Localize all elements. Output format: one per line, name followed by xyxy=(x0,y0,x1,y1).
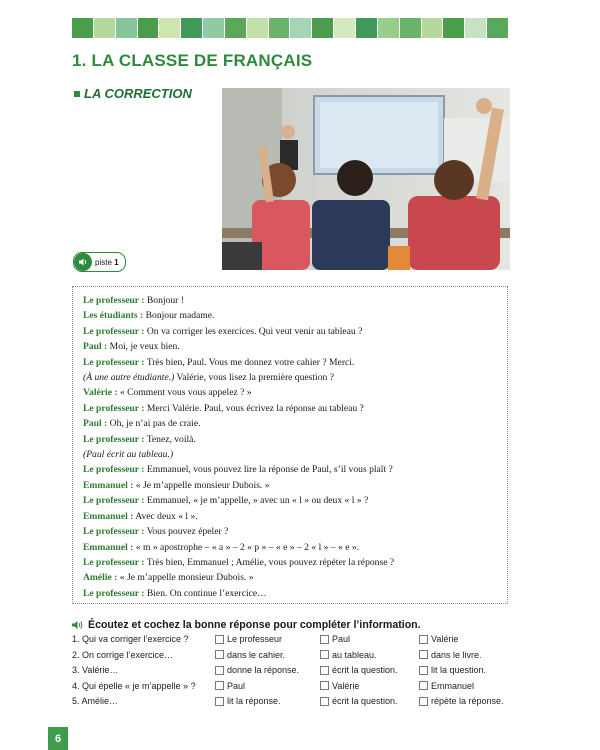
square-bullet-icon xyxy=(74,91,80,97)
answer-option-label: lit la question. xyxy=(431,665,487,675)
speaker-icon xyxy=(72,620,84,630)
checkbox[interactable] xyxy=(215,681,224,690)
answer-option-label: écrit la question. xyxy=(332,696,398,706)
answer-option[interactable] xyxy=(215,665,299,675)
dialogue-line xyxy=(83,570,497,585)
speaker-name: Le professeur : xyxy=(83,295,145,306)
answer-option-label: Paul xyxy=(332,634,351,644)
dialogue-line xyxy=(83,509,497,524)
exercise-question: 1. Qui va corriger l’exercice ? xyxy=(72,634,189,644)
stripe-block xyxy=(138,18,159,38)
answer-option[interactable] xyxy=(215,696,281,706)
dialogue-text: « Comment vous vous appelez ? » xyxy=(117,387,252,399)
dialogue-text: « Je m’appelle monsieur Dubois. » xyxy=(117,572,254,584)
dialogue-text: Oh, je n’ai pas de craie. xyxy=(107,418,201,430)
dialogue-text: Merci Valérie. Paul, vous écrivez la réponse au tableau ? xyxy=(144,402,364,414)
checkbox[interactable] xyxy=(419,666,428,675)
dialogue-line xyxy=(83,401,497,416)
answer-option-label: Valérie xyxy=(431,634,459,644)
speaker-name: Le professeur : xyxy=(83,433,145,445)
answer-option-label: écrit la question. xyxy=(332,665,398,675)
exercise-question: 2. On corrige l’exercice… xyxy=(72,649,174,660)
stripe-block xyxy=(290,18,311,38)
dialogue-text: On va corriger les exercices. Qui veut venir au tableau ? xyxy=(144,325,363,337)
dialogue-text: Vous pouvez épeler ? xyxy=(144,526,229,538)
dialogue-text: Valérie, vous lisez la première question ? xyxy=(174,372,334,384)
speaker-name: Le professeur : xyxy=(83,325,145,337)
dialogue-line xyxy=(83,447,497,462)
stripe-block xyxy=(247,18,268,38)
audio-track-badge[interactable] xyxy=(73,252,126,272)
checkbox[interactable] xyxy=(320,681,329,690)
checkbox[interactable] xyxy=(215,697,224,706)
dialogue-text: Très bien, Emmanuel ; Amélie, vous pouvez répéter la réponse ? xyxy=(144,556,395,568)
dialogue-text: « Je m’appelle monsieur Dubois. » xyxy=(133,479,270,491)
checkbox[interactable] xyxy=(419,635,428,644)
section-title-text: LA CORRECTION xyxy=(84,86,192,101)
answer-option-label: dans le livre. xyxy=(431,649,482,660)
checkbox[interactable] xyxy=(320,635,329,644)
answer-option[interactable] xyxy=(419,696,504,706)
stripe-block xyxy=(400,18,421,38)
dialogue-line xyxy=(83,293,497,308)
answer-option-label: donne la réponse. xyxy=(227,665,300,675)
header-color-stripe xyxy=(72,18,509,38)
exercise-question: 3. Valérie… xyxy=(72,665,119,675)
dialogue-line xyxy=(83,385,497,400)
checkbox[interactable] xyxy=(215,635,224,644)
classroom-photo xyxy=(222,88,510,270)
speaker-name: Le professeur : xyxy=(83,526,145,538)
dialogue-line xyxy=(83,339,497,354)
dialogue-line xyxy=(83,555,497,570)
classroom-illustration xyxy=(222,88,510,270)
stripe-block xyxy=(94,18,115,38)
dialogue-text: Bien. On continue l’exercice… xyxy=(144,587,267,599)
checkbox[interactable] xyxy=(320,697,329,706)
speaker-name: Le professeur : xyxy=(83,556,145,568)
answer-option[interactable] xyxy=(419,665,486,675)
stripe-block xyxy=(487,18,508,38)
speaker-name: Le professeur : xyxy=(83,402,145,414)
answer-option-label: Emmanuel xyxy=(431,680,475,691)
dialogue-box xyxy=(72,286,508,604)
answer-option-label: Le professeur xyxy=(227,634,283,644)
answer-option-label: lit la réponse. xyxy=(227,696,281,706)
dialogue-text: Bonjour madame. xyxy=(143,310,215,322)
stripe-block xyxy=(334,18,355,38)
stripe-block xyxy=(378,18,399,38)
checkbox[interactable] xyxy=(419,650,428,659)
dialogue-text: Emmanuel, vous pouvez lire la réponse de Paul, s’il vous plaît ? xyxy=(144,464,393,476)
speaker-name: Emmanuel : xyxy=(83,541,134,553)
speaker-name: Les étudiants : xyxy=(83,310,144,322)
answer-option[interactable] xyxy=(215,650,285,660)
dialogue-line xyxy=(83,586,497,601)
speaker-icon xyxy=(74,253,92,271)
dialogue-line xyxy=(83,308,497,323)
stage-direction: (Paul écrit au tableau.) xyxy=(83,449,174,461)
exercise-question: 5. Amélie… xyxy=(72,696,119,706)
dialogue-line xyxy=(83,432,497,447)
dialogue-line xyxy=(83,416,497,431)
stripe-block xyxy=(225,18,246,38)
answer-option-label: Paul xyxy=(227,680,246,691)
speaker-name: Emmanuel : xyxy=(83,510,134,522)
speaker-name: Le professeur : xyxy=(83,356,145,368)
answer-option[interactable] xyxy=(320,696,398,706)
answer-option[interactable] xyxy=(419,634,458,644)
stripe-block xyxy=(443,18,464,38)
speaker-name: Paul : xyxy=(83,418,108,430)
dialogue-line xyxy=(83,540,497,555)
answer-option-label: dans le cahier. xyxy=(227,649,286,660)
stripe-block xyxy=(312,18,333,38)
answer-option-label: Valérie xyxy=(332,680,360,691)
stripe-block xyxy=(159,18,180,38)
stripe-block xyxy=(422,18,443,38)
speaker-name: Le professeur : xyxy=(83,587,145,599)
checkbox[interactable] xyxy=(320,650,329,659)
exercise-title xyxy=(72,619,421,631)
audio-track-label: piste xyxy=(95,257,112,267)
stripe-block xyxy=(72,18,93,38)
dialogue-text: « m » apostrophe – « a » – 2 « p » – « e » – 2 « l » – « e ». xyxy=(133,541,360,553)
checkbox[interactable] xyxy=(419,697,428,706)
checkbox[interactable] xyxy=(320,666,329,675)
answer-option[interactable] xyxy=(320,681,359,691)
answer-option[interactable] xyxy=(419,650,482,660)
stripe-block xyxy=(203,18,224,38)
dialogue-text: Avec deux « l ». xyxy=(133,510,198,522)
answer-option[interactable] xyxy=(320,634,350,644)
checkbox[interactable] xyxy=(215,666,224,675)
answer-option[interactable] xyxy=(320,665,398,675)
answer-option-label: au tableau. xyxy=(332,649,377,660)
stripe-block xyxy=(269,18,290,38)
checkbox[interactable] xyxy=(419,681,428,690)
dialogue-line xyxy=(83,355,497,370)
section-title xyxy=(74,86,192,101)
speaker-name: Valérie : xyxy=(83,387,118,399)
speaker-name: Paul : xyxy=(83,341,108,353)
dialogue-text: Emmanuel, « je m’appelle, » avec un « l » ou deux « l » ? xyxy=(144,495,369,507)
speaker-name: Le professeur : xyxy=(83,464,145,476)
answer-option[interactable] xyxy=(215,681,245,691)
dialogue-text: Moi, je veux bien. xyxy=(107,341,180,353)
dialogue-line xyxy=(83,478,497,493)
checkbox[interactable] xyxy=(215,650,224,659)
dialogue-text: Très bien, Paul. Vous me donnez votre cahier ? Merci. xyxy=(144,356,355,368)
dialogue-line xyxy=(83,524,497,539)
stripe-block xyxy=(116,18,137,38)
answer-option[interactable] xyxy=(320,650,377,660)
dialogue-text: Bonjour ! xyxy=(144,295,184,306)
dialogue-line xyxy=(83,462,497,477)
dialogue-text: Tenez, voilà. xyxy=(144,433,196,445)
stage-direction: (À une autre étudiante.) xyxy=(83,372,175,384)
answer-option[interactable] xyxy=(419,681,474,691)
dialogue-line xyxy=(83,493,497,508)
page-number: 6 xyxy=(48,727,68,750)
speaker-name: Amélie : xyxy=(83,572,118,584)
answer-option[interactable] xyxy=(215,634,282,644)
exercise-title-text: Écoutez et cochez la bonne réponse pour compléter l’information. xyxy=(88,619,421,631)
stripe-block xyxy=(465,18,486,38)
exercise-question: 4. Qui épelle « je m’appelle » ? xyxy=(72,680,196,691)
answer-option-label: répète la réponse. xyxy=(431,696,504,706)
audio-track-number: 1 xyxy=(114,257,119,267)
speaker-name: Le professeur : xyxy=(83,495,145,507)
chapter-title: 1. LA CLASSE DE FRANÇAIS xyxy=(72,51,313,70)
stripe-block xyxy=(181,18,202,38)
speaker-name: Emmanuel : xyxy=(83,479,134,491)
dialogue-line xyxy=(83,370,497,385)
dialogue-line xyxy=(83,324,497,339)
stripe-block xyxy=(356,18,377,38)
